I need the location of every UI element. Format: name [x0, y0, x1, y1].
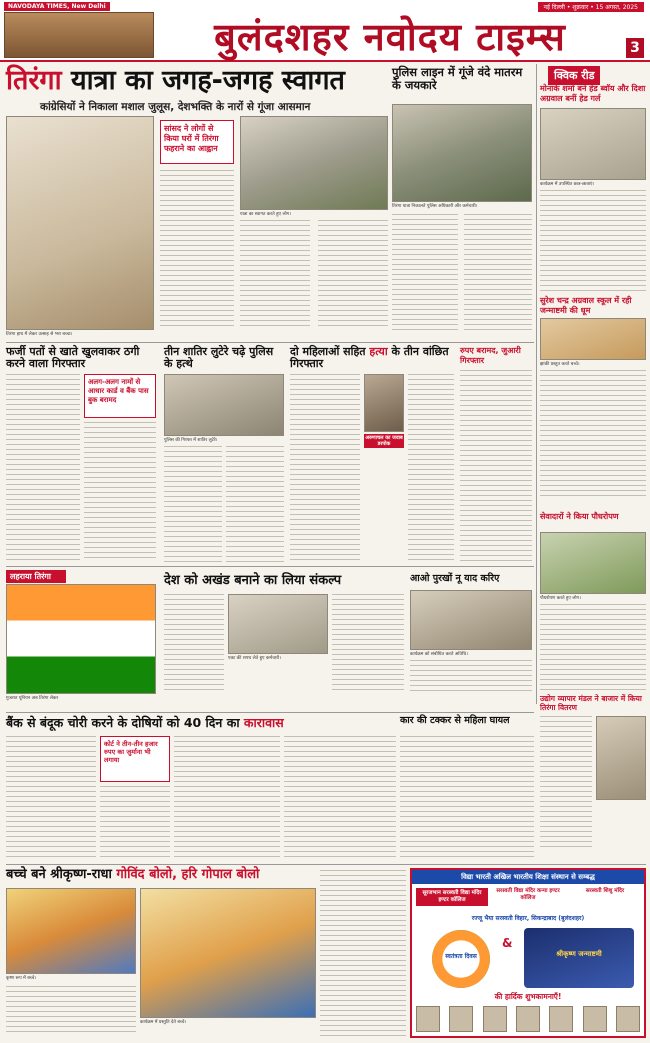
- recovered-headline: रुपए बरामद, जुआरी गिरफ्तार: [460, 346, 521, 365]
- gun-body-col1: [6, 736, 96, 860]
- school-advert: [410, 868, 646, 1038]
- krishna-caption-2: कार्यक्रम में प्रस्तुति देते बच्चे।: [140, 1020, 187, 1025]
- advert-portrait: [449, 1006, 473, 1032]
- advert-school-3: सरस्वती शिशु मंदिर: [585, 888, 625, 894]
- lead-photo-child: [6, 116, 154, 330]
- lead-body-col1: [160, 170, 234, 330]
- fraud-headline: फर्जी पतों से खाते खुलवाकर ठगी करने वाला गिरफ्तार: [6, 345, 140, 371]
- masthead-title: बुलंदशहर नवोदय टाइम्स: [214, 14, 566, 59]
- masthead-city-photo: [4, 12, 154, 58]
- ancestors-caption: कार्यक्रम को संबोधित करते अतिथि।: [410, 652, 468, 657]
- gun-body-col4: [284, 736, 396, 860]
- robbers-body-col2: [226, 446, 284, 562]
- school-headline: सुरेश चन्द्र अग्रवाल स्कूल में रही जन्माष्टमी की धूम: [540, 296, 632, 315]
- advert-top-strip: विद्या भारती अखिल भारतीय शिक्षा संस्थान से सम्बद्ध: [412, 870, 644, 884]
- murder-photo: [364, 374, 404, 432]
- quick-caption: कार्यक्रम में उपस्थित छात्र-छात्राएं।: [540, 182, 595, 187]
- edition-tag: NAVODAYA TIMES, New Delhi: [4, 2, 110, 11]
- resolve-photo: [228, 594, 328, 654]
- tiranga-label: लहराया तिरंगा: [6, 570, 66, 583]
- gun-headline-b: कारावास: [243, 715, 284, 730]
- advert-ampersand: &: [502, 936, 513, 950]
- plantation-caption: पौधरोपण करते हुए लोग।: [540, 596, 581, 601]
- row5-rule: [6, 864, 646, 865]
- page-number: 3: [626, 38, 644, 58]
- traders-body: [540, 716, 592, 850]
- resolve-body-col1: [164, 594, 224, 694]
- krishna-caption-1: कृष्ण रूप में बच्चे।: [6, 976, 37, 981]
- school-photo: [540, 318, 646, 360]
- lead-body-col3: [318, 220, 388, 330]
- row2-rule: [6, 342, 534, 343]
- crash-body: [400, 736, 534, 860]
- lead-boxed-deck: [160, 120, 234, 164]
- police-photo: [392, 104, 532, 202]
- murder-body-col2: [408, 374, 454, 562]
- advert-school-1: सूरजभान सरस्वती विद्या मंदिर इण्टर कॉलिज: [416, 888, 488, 906]
- fraud-body-col2: [84, 422, 156, 562]
- resolve-caption: एक्ट की शपथ लेते हुए कर्मचारी।: [228, 656, 281, 661]
- school-body: [540, 370, 646, 500]
- murder-photo-tag: अरुणाचल का जवाब डरपोक: [365, 435, 403, 447]
- gun-boxed-note: [100, 736, 170, 782]
- murder-headline-b: हत्या: [369, 345, 388, 358]
- advert-wish: की हार्दिक शुभकामनाएँ!: [494, 992, 562, 1001]
- gun-boxed-note-text: कोर्ट ने तीन-तीन हजार रुपए का जुर्माना भी लगाया: [104, 740, 158, 765]
- traders-headline: उद्योग व्यापार मंडल ने बाजार में किया तिरंगा वितरण: [540, 694, 642, 712]
- murder-headline-c: के तीन वांछित गिरफ्तार: [290, 345, 449, 371]
- masthead: [0, 0, 650, 62]
- krishna-headline-a: बच्चे बने श्रीकृष्ण-राधा: [6, 867, 117, 882]
- ancestors-photo: [410, 590, 532, 650]
- gun-body-col3: [174, 736, 280, 860]
- gun-headline: [6, 716, 396, 730]
- fraud-boxed-note-text: अलग-अलग नामों से आधार कार्ड व बैंक पास बुक बरामद: [88, 378, 149, 404]
- fraud-body-col1: [6, 374, 80, 562]
- fraud-boxed-note: [84, 374, 156, 418]
- gun-headline-a: बैंक से बंदूक चोरी करने के दोषियों को 40 दिन का: [6, 715, 244, 730]
- lead-subhead: कांग्रेसियों ने निकाला मशाल जुलूस, देशभक्ति के नारों से गूंजा आसमान: [40, 101, 311, 113]
- advert-independence-badge: [432, 930, 490, 988]
- tiranga-caption: गुजरात यूनियन अब तिरंगा लेकर: [6, 696, 59, 701]
- advert-portrait: [549, 1006, 573, 1032]
- advert-portrait: [483, 1006, 507, 1032]
- advert-school-2: सरस्वती विद्या मंदिर कन्या इण्टर कॉलिज: [496, 888, 560, 901]
- quick-read-label: क्विक रीड: [548, 66, 600, 85]
- date-line: नई दिल्ली • शुक्रवार • 15 अगस्त, 2025: [538, 2, 644, 12]
- police-body-col1: [392, 214, 458, 330]
- lead-photo-rally: [240, 116, 388, 210]
- lead-body-col2: [240, 220, 310, 330]
- resolve-body-col2: [332, 594, 404, 694]
- police-body-col2: [464, 214, 532, 330]
- robbers-headline: तीन शातिर लुटेरे चढ़े पुलिस के हत्थे: [164, 345, 274, 371]
- quick-body: [540, 190, 646, 294]
- krishna-headline-b: गोविंद बोलो, हरि: [116, 867, 202, 882]
- murder-headline-a: दो महिलाओं सहित: [290, 345, 370, 358]
- krishna-body-col2: [320, 870, 406, 1036]
- recovered-body: [460, 370, 532, 562]
- krishna-photo-1: [6, 888, 136, 974]
- advert-portrait: [416, 1006, 440, 1032]
- plantation-body: [540, 604, 646, 692]
- advert-badge-2-text: श्रीकृष्ण जन्माष्टमी: [556, 950, 602, 958]
- lead-headline-highlight: तिरंगा: [6, 65, 62, 96]
- krishna-body-col1: [6, 986, 136, 1036]
- lead-boxed-deck-text: सांसद ने लोगों से किया घरों में तिरंगा फहराने का आह्वान: [164, 124, 219, 153]
- row3-rule: [6, 566, 534, 567]
- krishna-headline-c: गोपाल बोलो: [201, 867, 260, 882]
- murder-headline: [290, 346, 450, 370]
- ancestors-headline: आओ पुरखों नू याद करिए: [410, 573, 500, 584]
- police-caption: तिरंगा यात्रा निकालते पुलिस अधिकारी और कर्मचारी।: [392, 204, 478, 209]
- resolve-headline: देश को अखंड बनाने का लिया संकल्प: [164, 573, 342, 588]
- advert-portrait: [516, 1006, 540, 1032]
- tiranga-photo: [6, 584, 156, 694]
- ancestors-body: [410, 660, 532, 694]
- plantation-headline: सेवादारों ने किया पौधरोपण: [540, 512, 619, 521]
- advert-address: रज्जू भैया सरस्वती विहार, सिकन्द्राबाद (बुलंदशहर): [471, 915, 585, 922]
- crash-headline: कार की टक्कर से महिला घायल: [400, 715, 510, 726]
- traders-photo: [596, 716, 646, 800]
- robbers-caption: पुलिस की गिरफ्त में शातिर लुटेरे।: [164, 438, 218, 443]
- gun-body-col2: [100, 786, 170, 860]
- krishna-photo-2: [140, 888, 316, 1018]
- row4-rule: [6, 712, 534, 713]
- murder-body-col1: [290, 374, 360, 562]
- sidebar-rule: [536, 64, 537, 704]
- advert-badge-1-text: स्वतंत्रता दिवस: [445, 953, 477, 960]
- plantation-photo: [540, 532, 646, 594]
- advert-portraits: [416, 1006, 640, 1034]
- lead-caption-1: तिरंगा हाथ में लेकर उत्साह से भरा बच्चा।: [6, 332, 73, 337]
- lead-headline: [6, 66, 386, 96]
- quick-photo: [540, 108, 646, 180]
- lead-headline-rest: यात्रा का जगह-जगह स्वागत: [61, 65, 345, 96]
- advert-portrait: [616, 1006, 640, 1032]
- advert-portrait: [583, 1006, 607, 1032]
- school-caption: झांकी प्रस्तुत करते बच्चे।: [540, 362, 580, 367]
- robbers-body-col1: [164, 446, 222, 562]
- lead-caption-2: यात्रा का स्वागत करते हुए लोग।: [240, 212, 291, 217]
- quick-headline: मोनार्क शर्मा बने हेड ब्वॉय और दिशा अग्रवाल बनीं हेड गर्ल: [540, 84, 646, 103]
- robbers-photo: [164, 374, 284, 436]
- police-headline: पुलिस लाइन में गूंजे वंदे मातरम के जयकारे: [392, 65, 523, 92]
- advert-janmashtami-badge: [524, 928, 634, 988]
